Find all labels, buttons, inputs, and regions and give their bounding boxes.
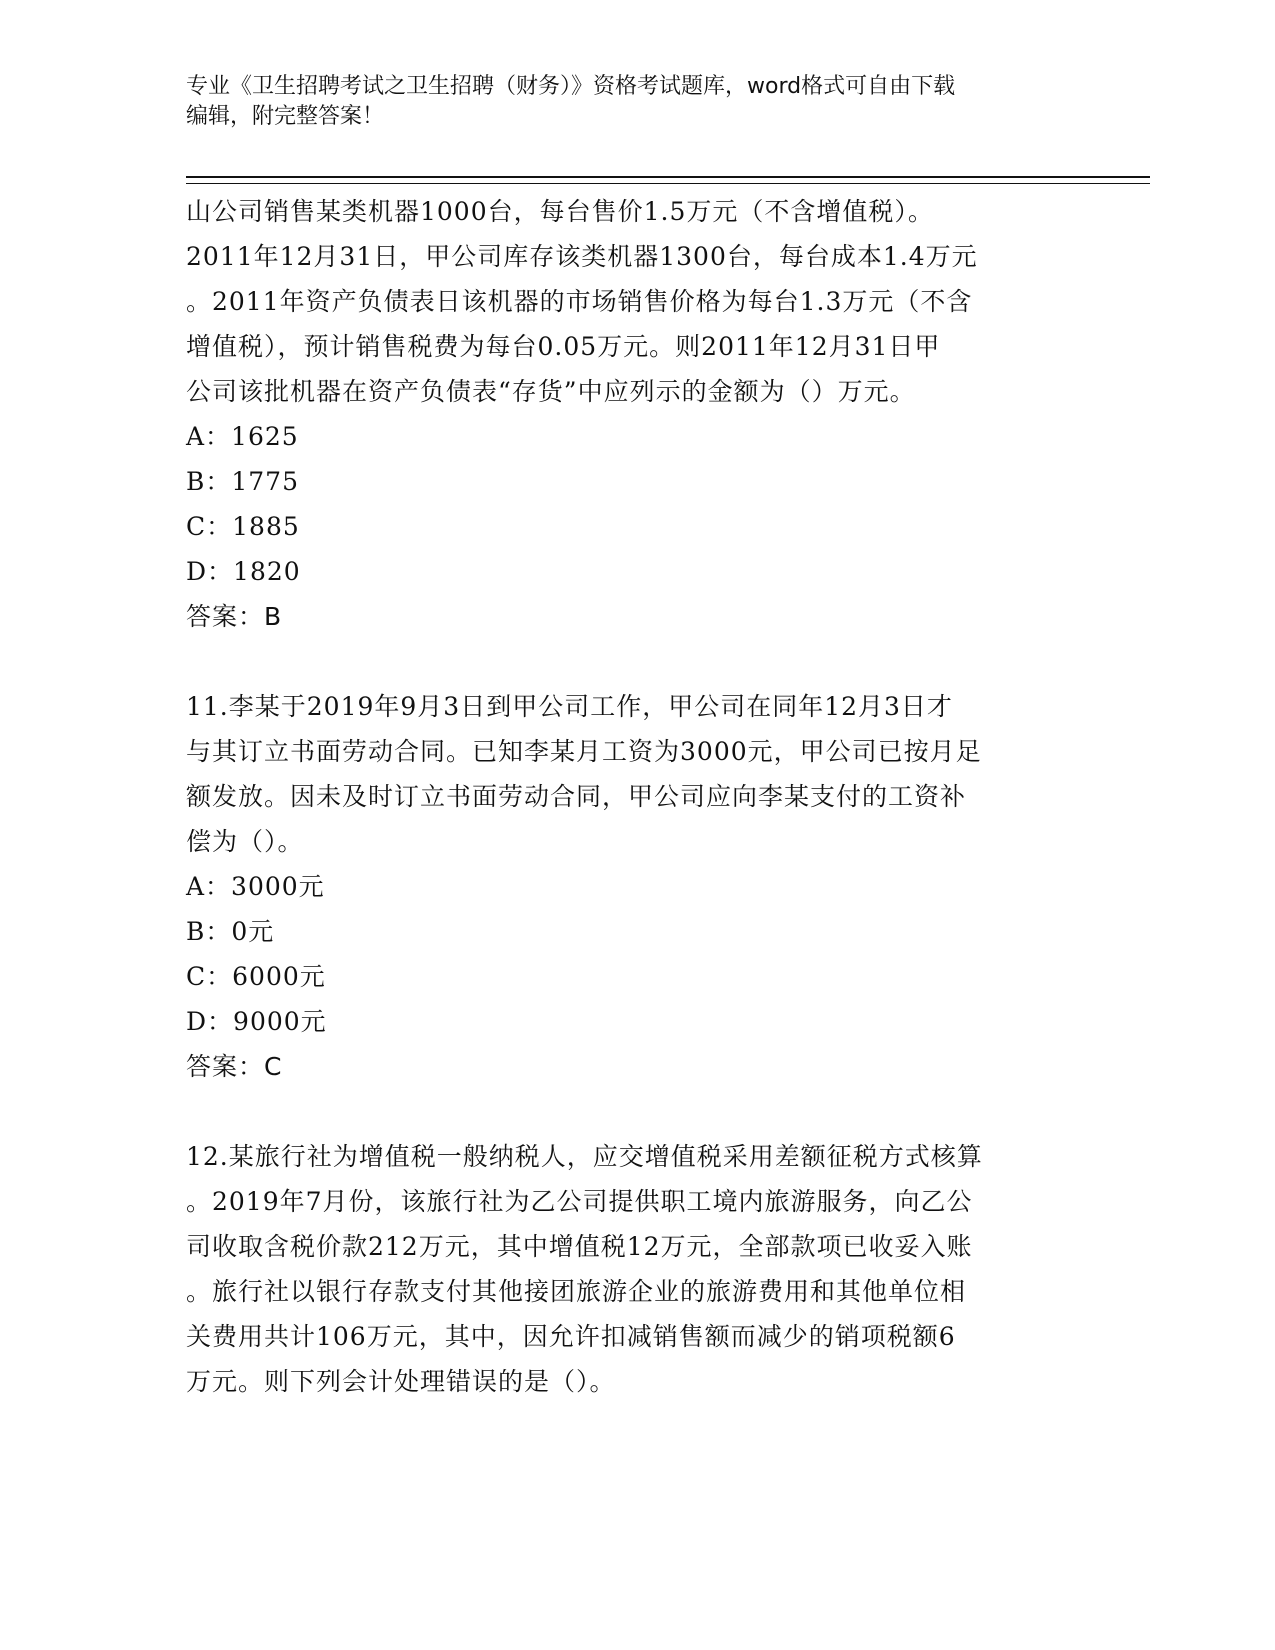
question-10-line: 。2011年资产负债表日该机器的市场销售价格为每台1.3万元（不含 [186, 287, 973, 316]
header-line-1: 专业《卫生招聘考试之卫生招聘（财务）》资格考试题库，word格式可自由下载 [186, 74, 956, 99]
question-content [186, 189, 1086, 1404]
question-10-line: 2011年12月31日，甲公司库存该类机器1300台，每台成本1.4万元 [186, 242, 978, 271]
question-11-option-a: A：3000元 [186, 872, 325, 901]
question-12-line: 。旅行社以银行存款支付其他接团旅游企业的旅游费用和其他单位相 [186, 1277, 967, 1306]
question-10-option-c: C：1885 [186, 512, 300, 541]
question-11-answer: 答案：C [186, 1052, 283, 1081]
document-header [186, 72, 1086, 132]
question-12-line: 12.某旅行社为增值税一般纳税人，应交增值税采用差额征税方式核算 [186, 1142, 983, 1171]
question-11-option-c: C：6000元 [186, 962, 326, 991]
question-12 [186, 1134, 1086, 1404]
question-11-line: 与其订立书面劳动合同。已知李某月工资为3000元，甲公司已按月足 [186, 737, 982, 766]
question-12-line: 万元。则下列会计处理错误的是（）。 [186, 1367, 616, 1396]
question-11-line: 偿为（）。 [186, 827, 304, 856]
question-10-option-d: D：1820 [186, 557, 301, 586]
question-12-line: 。2019年7月份，该旅行社为乙公司提供职工境内旅游服务，向乙公 [186, 1187, 973, 1216]
question-10-line: 公司该批机器在资产负债表“存货”中应列示的金额为（）万元。 [186, 377, 916, 406]
header-divider [186, 176, 1150, 184]
question-10 [186, 189, 1086, 639]
header-line-2: 编辑，附完整答案！ [186, 104, 385, 129]
question-10-option-b: B：1775 [186, 467, 299, 496]
spacer [186, 1089, 1086, 1134]
question-10-option-a: A：1625 [186, 422, 299, 451]
question-10-line: 山公司销售某类机器1000台，每台售价1.5万元（不含增值税）。 [186, 197, 934, 226]
question-10-line: 增值税），预计销售税费为每台0.05万元。则2011年12月31日甲 [186, 332, 941, 361]
question-11-option-d: D：9000元 [186, 1007, 327, 1036]
question-10-answer: 答案：B [186, 602, 283, 631]
question-11-line: 额发放。因未及时订立书面劳动合同，甲公司应向李某支付的工资补 [186, 782, 967, 811]
question-12-line: 关费用共计106万元，其中，因允许扣减销售额而减少的销项税额6 [186, 1322, 956, 1351]
question-11-option-b: B：0元 [186, 917, 275, 946]
spacer [186, 639, 1086, 684]
question-11-line: 11.李某于2019年9月3日到甲公司工作，甲公司在同年12月3日才 [186, 692, 953, 721]
question-11 [186, 684, 1086, 1089]
question-12-line: 司收取含税价款212万元，其中增值税12万元，全部款项已收妥入账 [186, 1232, 973, 1261]
